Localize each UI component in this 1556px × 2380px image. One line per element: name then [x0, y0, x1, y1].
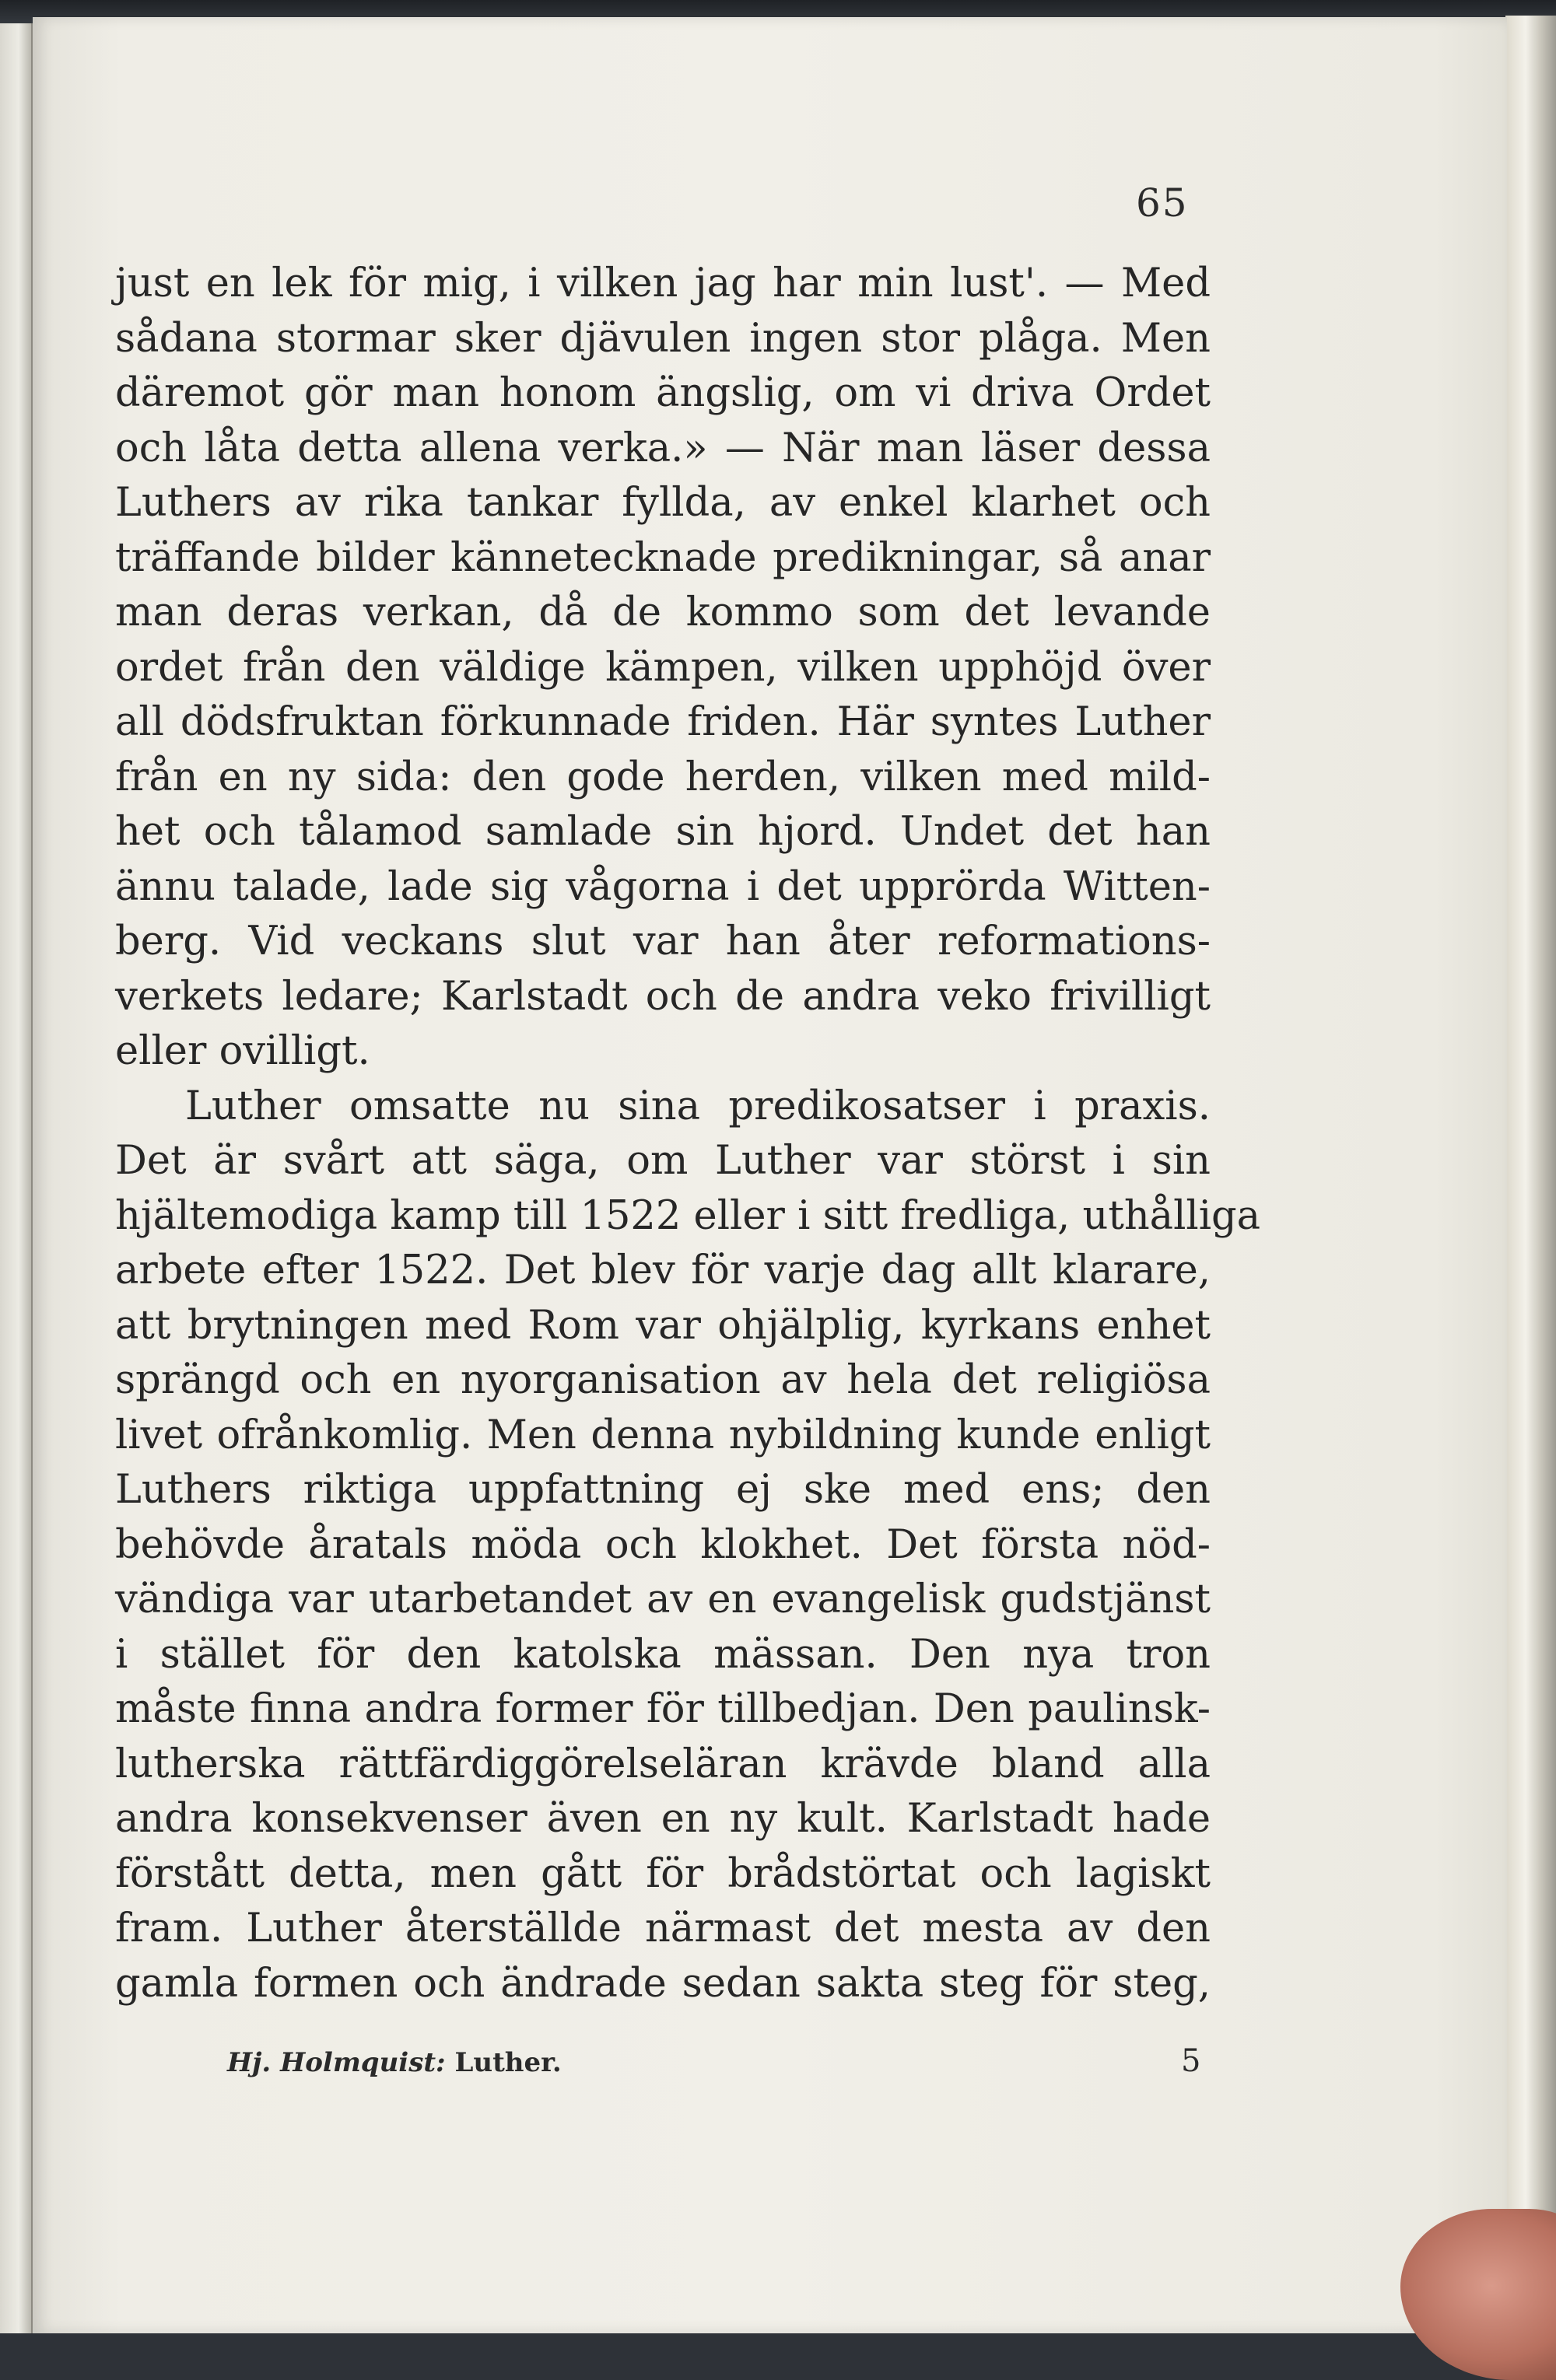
- paragraph-start-line: Luther omsatte nu sina predikosatser i praxis.: [185, 1083, 1211, 1129]
- thumb-image: [1400, 2209, 1556, 2380]
- text-line: måste finna andra former för tillbedjan. Den paulinsk-: [115, 1686, 1211, 1732]
- text-line: ännu talade, lade sig vågorna i det upprörda Witten-: [115, 863, 1211, 910]
- text-line: andra konsekvenser även en ny kult. Karlstadt hade: [115, 1796, 1211, 1842]
- page-stack-edge: [1505, 16, 1556, 2333]
- text-line: sprängd och en nyorganisation av hela det religiösa: [115, 1357, 1211, 1403]
- text-line: fram. Luther återställde närmast det mesta av den: [115, 1906, 1211, 1951]
- text-line: att brytningen med Rom var ohjälplig, kyrkans enhet: [115, 1302, 1211, 1349]
- signature-mark: 5: [1181, 2043, 1201, 2079]
- footer-author: Hj. Holmquist:: [227, 2047, 446, 2078]
- text-line: Luthers av rika tankar fyllda, av enkel klarhet och: [115, 480, 1211, 526]
- text-line: lutherska rättfärdiggörelseläran krävde bland alla: [115, 1741, 1211, 1787]
- text-line: man deras verkan, då de kommo som det levande: [115, 590, 1211, 635]
- footer-running-title: [227, 2047, 562, 2078]
- text-line: verkets ledare; Karlstadt och de andra veko frivilligt: [115, 973, 1211, 1020]
- text-line: däremot gör man honom ängslig, om vi driva Ordet: [115, 370, 1211, 416]
- page-number: 65: [1136, 180, 1189, 226]
- text-line: livet ofrånkomlig. Men denna nybildning kunde enligt: [115, 1412, 1211, 1458]
- text-line: Det är svårt att säga, om Luther var störst i sin: [115, 1138, 1211, 1184]
- text-line: och låta detta allena verka.» — När man läser dessa: [115, 425, 1211, 471]
- text-line: förstått detta, men gått för brådstörtat och lagiskt: [115, 1850, 1211, 1897]
- paragraph-end-line: eller ovilligt.: [115, 1028, 370, 1074]
- text-line: vändiga var utarbetandet av en evangelisk gudstjänst: [115, 1577, 1211, 1622]
- text-line: i stället för den katolska mässan. Den nya tron: [115, 1631, 1211, 1678]
- text-line: berg. Vid veckans slut var han åter reformations-: [115, 919, 1211, 964]
- text-line: Luthers riktiga uppfattning ej ske med ens; den: [115, 1467, 1211, 1513]
- text-line: ordet från den väldige kämpen, vilken upphöjd över: [115, 644, 1211, 691]
- text-line: arbete efter 1522. Det blev för varje dag allt klarare,: [115, 1248, 1211, 1293]
- body-text: [115, 257, 1261, 2011]
- text-line: sådana stormar sker djävulen ingen stor plåga. Men: [115, 315, 1211, 362]
- text-line: träffande bilder kännetecknade predikningar, så anar: [115, 534, 1211, 581]
- text-line: gamla formen och ändrade sedan sakta steg för steg,: [115, 1960, 1211, 2007]
- text-line: från en ny sida: den gode herden, vilken med mild-: [115, 754, 1211, 800]
- text-line: all dödsfruktan förkunnade friden. Här syntes Luther: [115, 699, 1211, 745]
- text-line: just en lek för mig, i vilken jag har min lust'. — Med: [115, 261, 1211, 306]
- text-line: behövde åratals möda och klokhet. Det första nöd-: [115, 1521, 1211, 1568]
- text-line: het och tålamod samlade sin hjord. Undet det han: [115, 809, 1211, 855]
- footer-title: Luther.: [454, 2047, 562, 2078]
- facing-page-edge: [0, 23, 33, 2333]
- text-line: hjältemodiga kamp till 1522 eller i sitt fredliga, uthålliga: [115, 1192, 1261, 1239]
